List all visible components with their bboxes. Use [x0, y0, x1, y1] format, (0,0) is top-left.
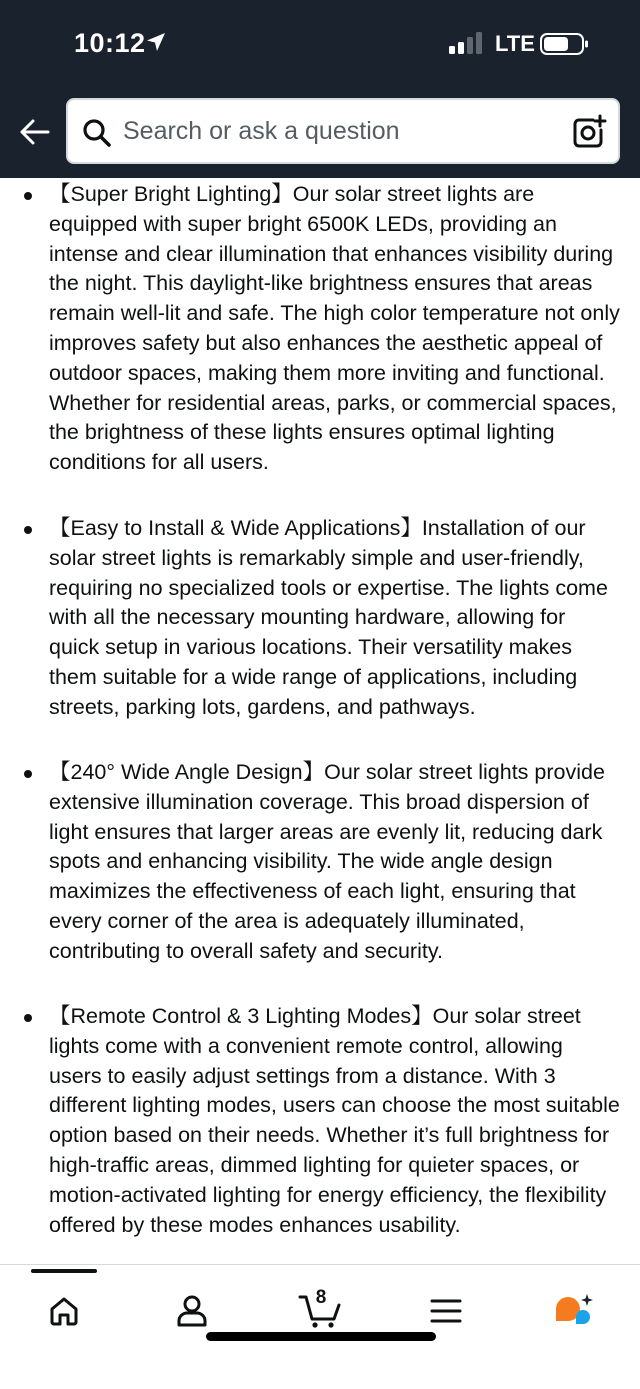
search-icon — [82, 118, 112, 148]
battery-icon — [540, 32, 590, 56]
feature-text: 【240° Wide Angle Design】Our solar street lights provide extensive illumination coverage. This broad dispersion of light ensures that larger areas are evenly lit, reducing dark spots and enhancing visibility. The wide angle design maximizes the effectiveness of each light, ensuring that every corner of the area is adequately illuminated, contributing to overall safety and security. — [49, 760, 605, 963]
bottom-nav-bar — [0, 1264, 640, 1389]
active-tab-indicator — [31, 1269, 97, 1273]
search-input[interactable] — [123, 111, 563, 151]
home-icon — [49, 1296, 79, 1326]
rufus-ai-icon — [554, 1293, 594, 1329]
product-description — [0, 178, 640, 1264]
home-indicator-bar[interactable] — [206, 1332, 436, 1341]
feature-text: 【Easy to Install & Wide Applications】Installation of our solar street lights is remarkably simple and user-friendly, requiring no specialized tools or expertise. The lights come with all the necessary mounting hardware, allowing for quick setup in various locations. Their versatility makes them suitable for a wide range of applications, including streets, parking lots, gardens, and pathways. — [49, 516, 608, 719]
account-icon — [177, 1295, 207, 1327]
feature-bullet — [0, 1002, 640, 1240]
back-button[interactable] — [14, 112, 54, 152]
bullet-dot — [24, 192, 32, 200]
camera-search-icon[interactable] — [571, 114, 607, 150]
cellular-signal-icon — [449, 32, 485, 54]
feature-bullet — [0, 514, 640, 723]
nav-home-tab[interactable] — [32, 1279, 96, 1343]
nav-rufus-tab[interactable] — [542, 1279, 606, 1343]
location-arrow-icon — [144, 30, 168, 54]
cart-count-badge: 8 — [315, 1287, 327, 1308]
feature-text: 【Super Bright Lighting】Our solar street lights are equipped with super bright 6500K LEDs, providing an intense and clear illumination that enhances visibility during the night. This daylight-like brightness ensures that areas remain well-lit and safe. The high color temperature not only improves safety but also enhances the aesthetic appeal of outdoor spaces, making them more inviting and functional. Whether for residential areas, parks, or commercial spaces, the brightness of these lights ensures optimal lighting conditions for all users. — [49, 182, 620, 475]
menu-icon — [430, 1298, 462, 1324]
bullet-dot — [24, 1014, 32, 1022]
bullet-dot — [24, 770, 32, 778]
app-header — [0, 0, 640, 178]
feature-bullet — [0, 758, 640, 967]
feature-text: 【Remote Control & 3 Lighting Modes】Our solar street lights come with a convenient remote control, allowing users to easily adjust settings from a distance. With 3 different lighting modes, users can choose the most suitable option based on their needs. Whether it’s full brightness for high-traffic areas, dimmed lighting for quieter spaces, or motion-activated lighting for energy efficiency, the flexibility offered by these modes enhances usability. — [49, 1004, 620, 1237]
back-arrow-icon — [18, 118, 50, 146]
feature-bullet — [0, 180, 640, 478]
bullet-dot — [24, 526, 32, 534]
network-type: LTE — [495, 31, 535, 56]
status-time: 10:12 — [74, 28, 146, 58]
status-bar — [0, 0, 640, 88]
search-bar[interactable] — [66, 98, 620, 164]
